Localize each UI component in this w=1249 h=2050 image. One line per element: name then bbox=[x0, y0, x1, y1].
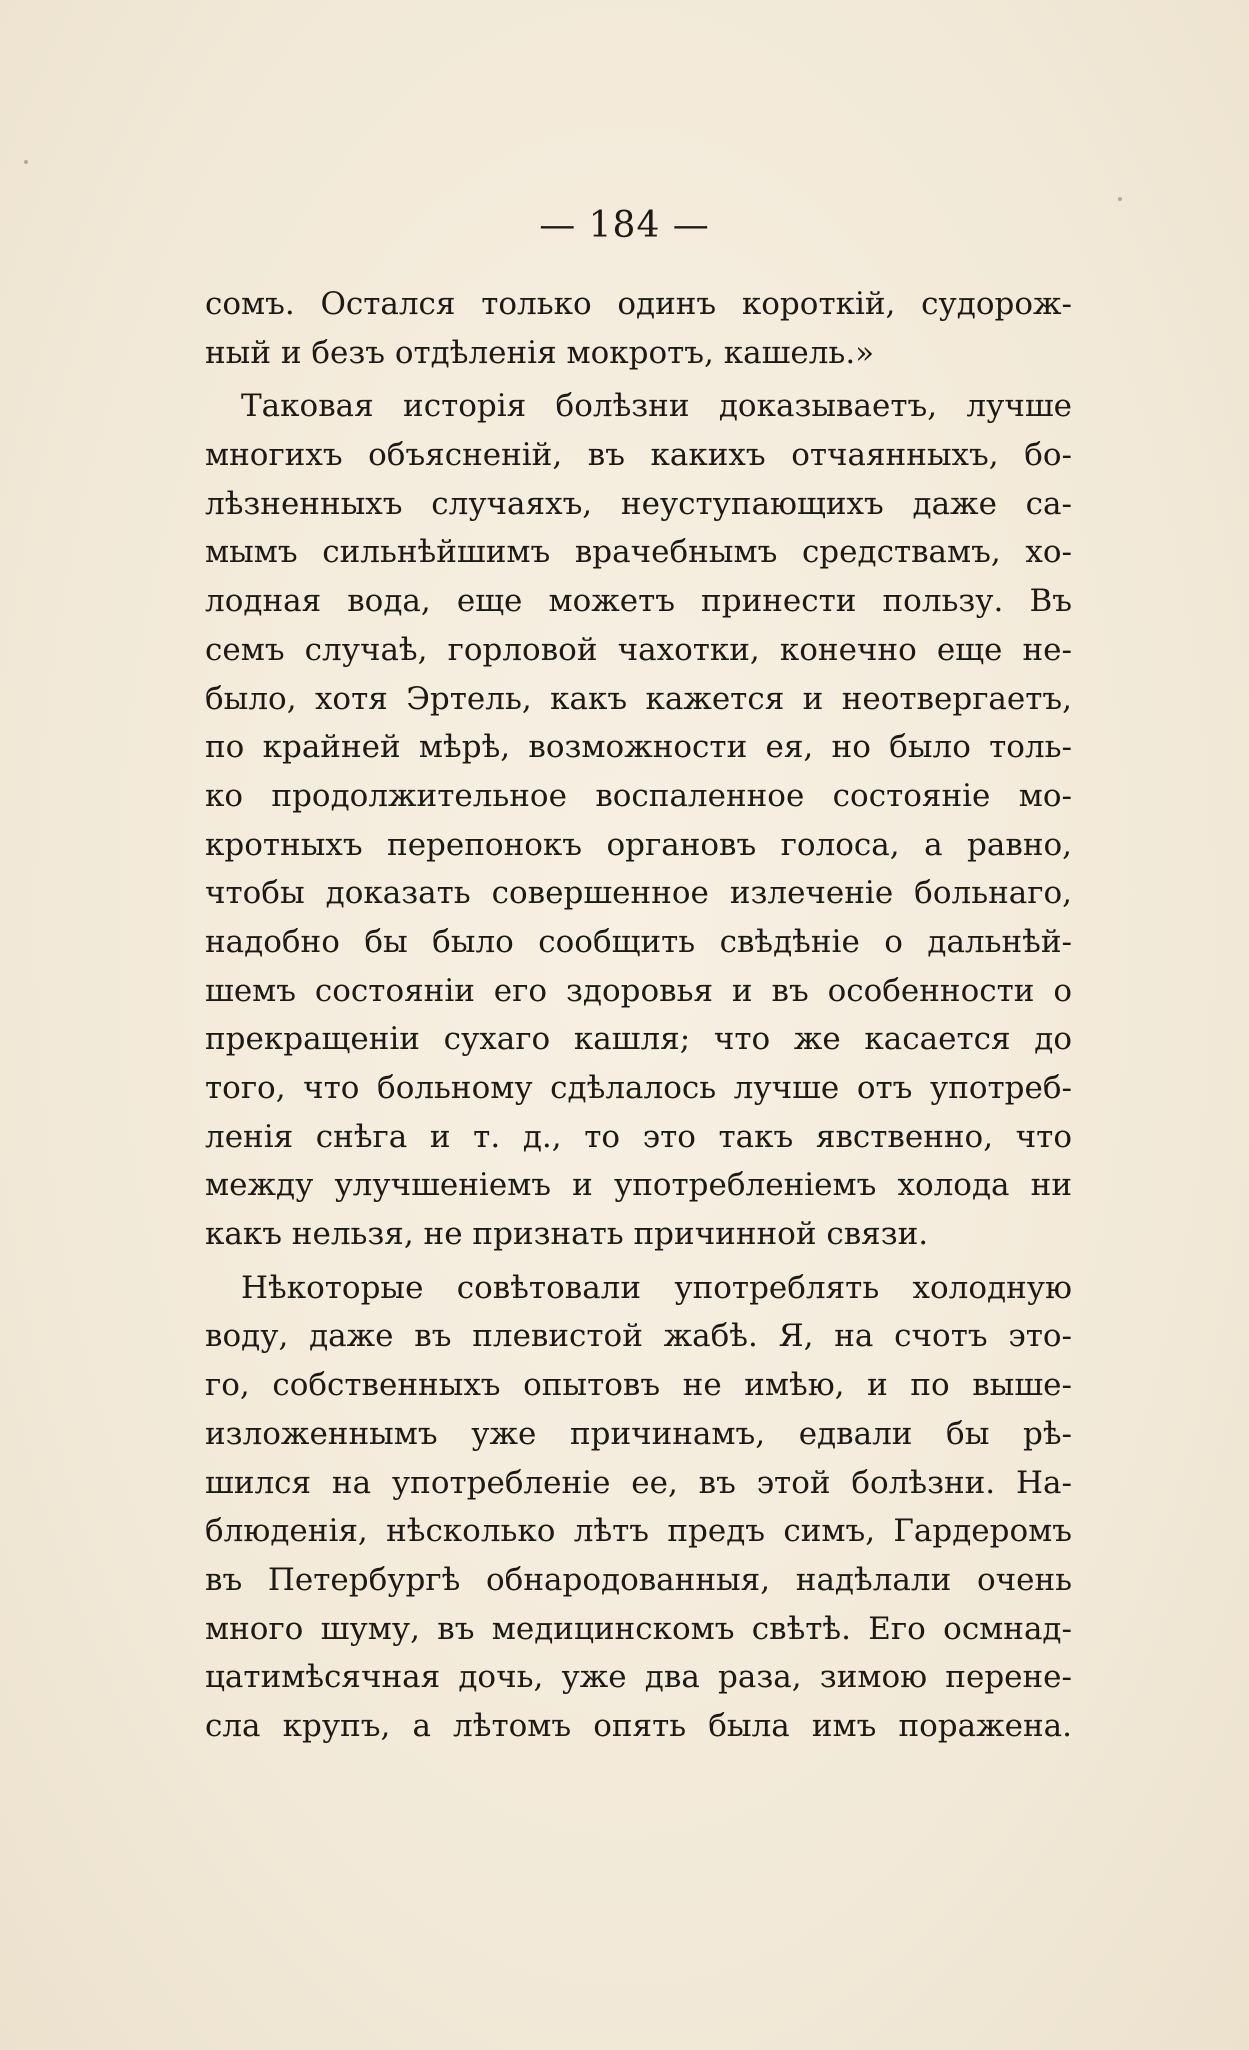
text-line: было, хотя Эртель, какъ кажется и неотвергаетъ, bbox=[205, 680, 1072, 717]
text-line: лодная вода, еще можетъ принести пользу. Въ bbox=[205, 583, 1072, 620]
text-line: Нѣкоторые совѣтовали употреблять холодную bbox=[241, 1269, 1072, 1306]
text-line: того, что больному сдѣлалось лучше отъ употреб- bbox=[205, 1070, 1072, 1106]
paragraph-1 bbox=[205, 280, 1072, 377]
text-line: ленія снѣга и т. д., то это такъ явственно, что bbox=[205, 1118, 1072, 1155]
text-line: надобно бы было сообщить свѣдѣніе о дальнѣй- bbox=[205, 923, 1072, 960]
text-line: между улучшеніемъ и употребленіемъ холода ни bbox=[205, 1167, 1072, 1204]
paragraph-3 bbox=[205, 1264, 1072, 1751]
text-line: ко продолжительное воспаленное состояніе мо- bbox=[205, 777, 1072, 814]
text-line: Таковая исторія болѣзни доказываетъ, лучше bbox=[241, 388, 1072, 425]
body-text bbox=[205, 280, 1072, 1751]
text-line: какъ нельзя, не признать причинной связи. bbox=[205, 1216, 929, 1253]
text-line: блюденія, нѣсколько лѣтъ предъ симъ, Гардеромъ bbox=[205, 1513, 1072, 1550]
text-line: много шуму, въ медицинскомъ свѣтѣ. Его осмнад- bbox=[205, 1610, 1072, 1647]
text-line: сла крупъ, а лѣтомъ опять была имъ поражена. bbox=[205, 1707, 1072, 1744]
text-line: многихъ объясненій, въ какихъ отчаянныхъ, бо- bbox=[205, 437, 1072, 474]
text-line: мымъ сильнѣйшимъ врачебнымъ средствамъ, хо- bbox=[205, 534, 1072, 571]
text-line: изложеннымъ уже причинамъ, едвали бы рѣ- bbox=[205, 1415, 1072, 1452]
text-line: семъ случаѣ, горловой чахотки, конечно еще не- bbox=[205, 631, 1072, 668]
text-line: кротныхъ перепонокъ органовъ голоса, а равно, bbox=[205, 826, 1072, 863]
text-line: го, собственныхъ опытовъ не имѣю, и по выше- bbox=[205, 1367, 1072, 1404]
page-number: — 184 — bbox=[539, 205, 710, 246]
text-line: по крайней мѣрѣ, возможности ея, но было толь- bbox=[205, 729, 1072, 766]
paragraph-2 bbox=[205, 382, 1072, 1258]
text-line: въ Петербургѣ обнародованныя, надѣлали очень bbox=[205, 1561, 1072, 1598]
text-line: воду, даже въ плевистой жабѣ. Я, на счотъ это- bbox=[205, 1318, 1072, 1355]
text-line: чтобы доказать совершенное излеченіе больнаго, bbox=[205, 875, 1072, 912]
text-line: шемъ состояніи его здоровья и въ особенности о bbox=[205, 972, 1072, 1009]
paper-speck bbox=[24, 160, 28, 164]
text-line: сомъ. Остался только одинъ короткій, судорож- bbox=[205, 286, 1072, 322]
text-line: лѣзненныхъ случаяхъ, неуступающихъ даже са- bbox=[205, 485, 1072, 522]
text-line: прекращеніи сухаго кашля; что же касается до bbox=[205, 1021, 1072, 1058]
text-line: ный и безъ отдѣленія мокротъ, кашель.» bbox=[205, 334, 875, 371]
text-line: цатимѣсячная дочь, уже два раза, зимою перене- bbox=[205, 1659, 1072, 1696]
text-line: шился на употребленіе ее, въ этой болѣзни. На- bbox=[205, 1464, 1072, 1501]
